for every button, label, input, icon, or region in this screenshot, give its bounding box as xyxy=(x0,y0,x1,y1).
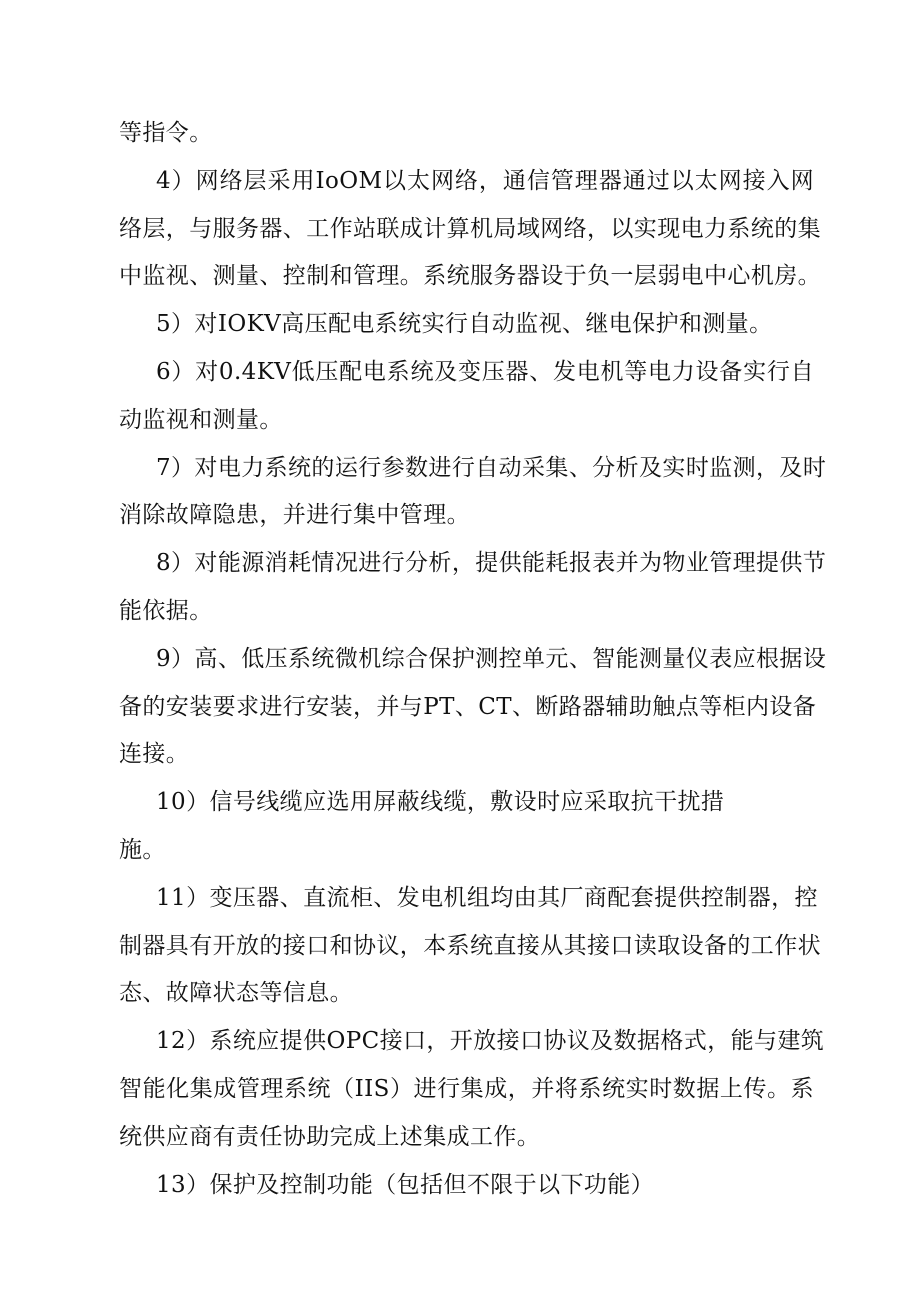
text-line: 态、故障状态等信息。 xyxy=(119,980,353,1007)
text-line: 连接。 xyxy=(119,741,190,768)
text-line: 备的安装要求进行安装，并与PT、CT、断路器辅助触点等柜内设备 xyxy=(119,693,817,720)
text-line: 8）对能源消耗情况进行分析，提供能耗报表并为物业管理提供节 xyxy=(156,550,827,577)
text-line: 11）变压器、直流柜、发电机组均由其厂商配套提供控制器，控 xyxy=(156,884,818,911)
text-line: 10）信号线缆应选用屏蔽线缆，敷设时应采取抗干扰措 xyxy=(156,789,725,816)
text-line: 施。 xyxy=(119,836,166,863)
text-line: 动监视和测量。 xyxy=(119,406,283,433)
text-line: 制器具有开放的接口和协议，本系统直接从其接口读取设备的工作状 xyxy=(119,932,821,959)
text-line: 智能化集成管理系统（IIS）进行集成，并将系统实时数据上传。系 xyxy=(119,1075,814,1102)
text-line: 统供应商有责任协助完成上述集成工作。 xyxy=(119,1123,541,1150)
text-line: 4）网络层采用IoOM以太网络，通信管理器通过以太网接入网 xyxy=(156,167,814,194)
document-body xyxy=(119,110,827,1209)
text-line: 13）保护及控制功能（包括但不限于以下功能） xyxy=(156,1171,655,1198)
text-line: 络层，与服务器、工作站联成计算机局域网络，以实现电力系统的集 xyxy=(119,215,821,242)
text-line: 12）系统应提供OPC接口，开放接口协议及数据格式，能与建筑 xyxy=(156,1028,825,1055)
text-line: 6）对0.4KV低压配电系统及变压器、发电机等电力设备实行自 xyxy=(156,358,814,385)
text-line: 能依据。 xyxy=(119,597,213,624)
text-line: 9）高、低压系统微机综合保护测控单元、智能测量仪表应根据设 xyxy=(156,645,827,672)
text-line: 消除故障隐患，并进行集中管理。 xyxy=(119,502,470,529)
text-line: 中监视、测量、控制和管理。系统服务器设于负一层弱电中心机房。 xyxy=(119,263,821,290)
text-line: 等指令。 xyxy=(119,120,213,146)
text-line: 5）对IOKV高压配电系统实行自动监视、继电保护和测量。 xyxy=(156,311,773,338)
text-line: 7）对电力系统的运行参数进行自动采集、分析及实时监测，及时 xyxy=(156,454,827,481)
